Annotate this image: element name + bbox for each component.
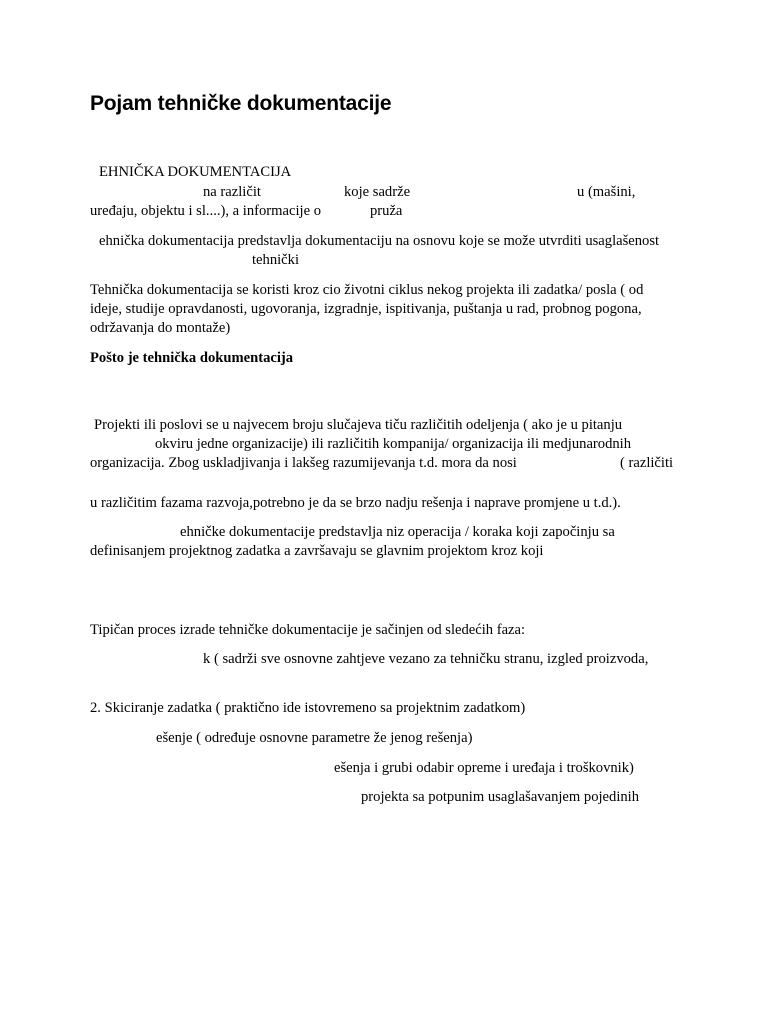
text-line: ehnička dokumentacija predstavlja dokumentaciju na osnovu koje se može utvrditi usaglašenost xyxy=(99,233,660,249)
text-line: pruža xyxy=(370,203,403,219)
text-line: u različitim fazama razvoja,potrebno je da se brzo nadju rešenja i naprave promjene u t.d.). xyxy=(90,495,621,511)
text-line: Projekti ili poslovi se u najvecem broju slučajeva tiču različitih odeljenja ( ako je u pitanju xyxy=(94,417,623,433)
text-line: EHNIČKA DOKUMENTACIJA xyxy=(99,164,292,180)
text-line: uređaju, objektu i sl....), a informacije o xyxy=(90,203,321,219)
text-line: u (mašini, xyxy=(577,184,636,200)
text-line: ešenje ( određuje osnovne parametre že jenog rešenja) xyxy=(156,730,473,746)
text-line: održavanja do montaže) xyxy=(90,320,231,336)
text-line: projekta sa potpunim usaglašavanjem pojedinih xyxy=(361,789,640,805)
text-line: organizacija. Zbog uskladjivanja i lakšeg razumijevanja t.d. mora da nosi xyxy=(90,455,517,471)
document-title: Pojam tehničke dokumentacije xyxy=(90,92,392,115)
text-line: definisanjem projektnog zadatka a završavaju se glavnim projektom kroz koji xyxy=(90,543,544,559)
text-line: Tehnička dokumentacija se koristi kroz cio životni ciklus nekog projekta ili zadatka/ posla ( od xyxy=(90,282,644,298)
text-line: okviru jedne organizacije) ili različitih kompanija/ organizacija ili medjunarodnih xyxy=(155,436,632,452)
section-heading: Pošto je tehnička dokumentacija xyxy=(90,350,294,366)
text-line: 2. Skiciranje zadatka ( praktično ide istovremeno sa projektnim zadatkom) xyxy=(90,700,526,716)
text-line: koje sadrže xyxy=(344,184,411,200)
text-line: ideje, studije opravdanosti, ugovoranja, izgradnje, ispitivanja, puštanja u rad, probnog pogona, xyxy=(90,301,642,317)
text-line: Tipičan proces izrade tehničke dokumentacije je sačinjen od sledećih faza: xyxy=(90,622,526,638)
text-line: na različit xyxy=(203,184,261,200)
text-line: tehnički xyxy=(252,252,300,268)
text-line: ( različiti xyxy=(620,455,674,471)
text-line: k ( sadrži sve osnovne zahtjeve vezano za tehničku stranu, izgled proizvoda, xyxy=(203,651,649,667)
text-line: ešenja i grubi odabir opreme i uređaja i troškovnik) xyxy=(334,760,634,776)
text-line: ehničke dokumentacije predstavlja niz operacija / koraka koji započinju sa xyxy=(180,524,615,540)
